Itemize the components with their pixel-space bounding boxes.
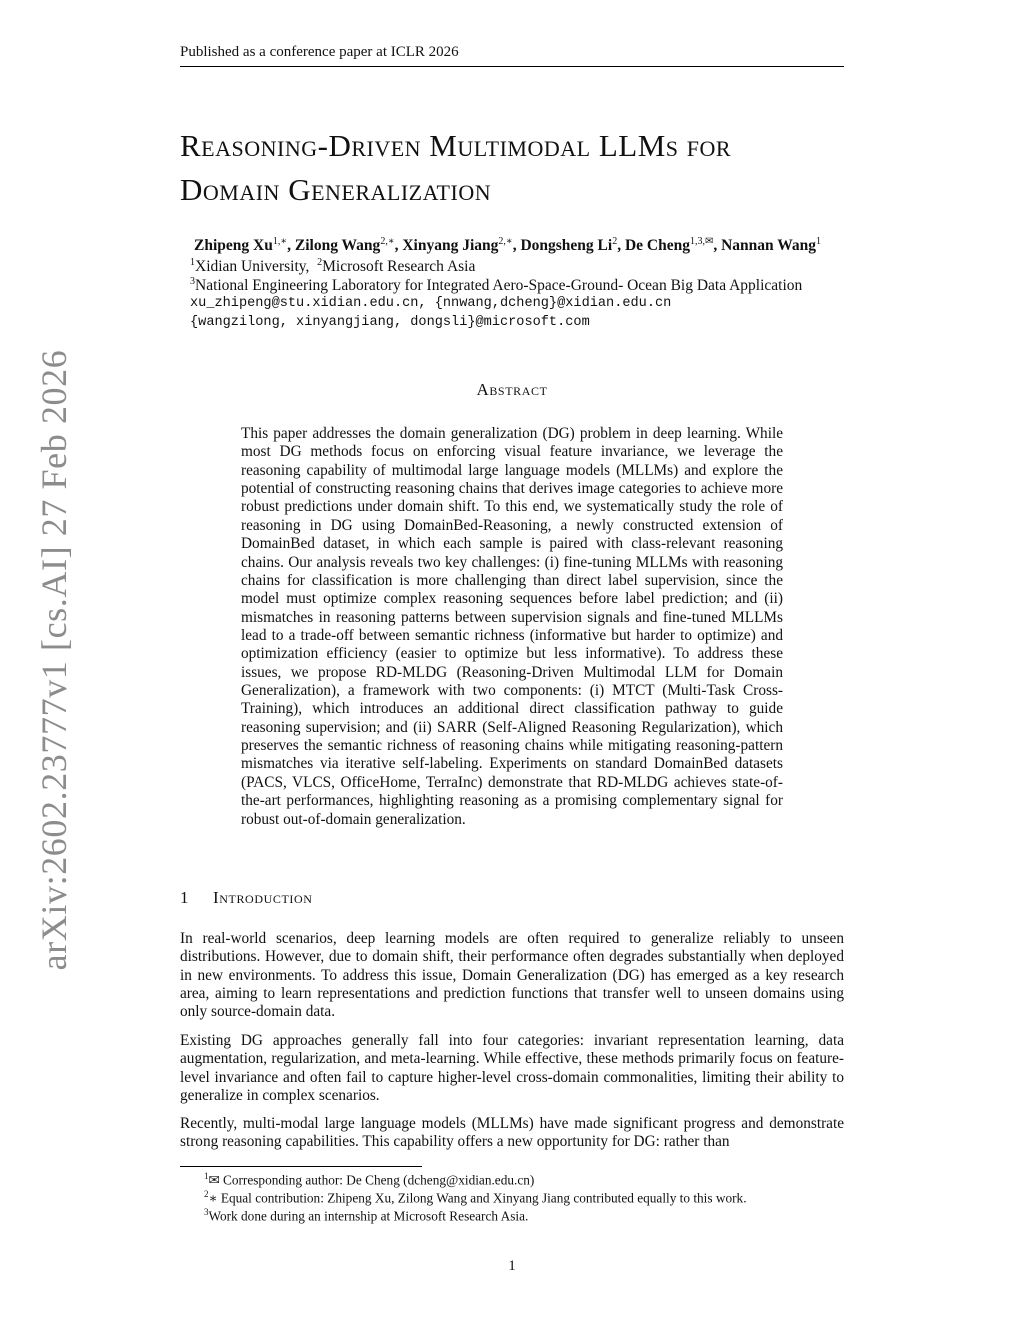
email-line-2: {wangzilong, xinyangjiang, dongsli}@microsoft.com [190,315,590,330]
section-title: Introduction [213,888,313,907]
author-mark: 2,∗ [498,236,513,247]
page-number: 1 [508,1258,516,1274]
abstract-heading: Abstract [476,380,548,399]
author-separator: , [394,237,403,255]
author-name: Zhipeng Xu [194,237,273,255]
footnote-mark: 2 [204,1189,209,1199]
author-separator: , [713,237,722,255]
intro-paragraph-1: In real-world scenarios, deep learning models are often required to generalize reliably to unseen distributions. However, due to domain shift, their performance often degrades substantially when deployed in new environments. To address this issue, Domain Generalization (DG) has emerged as a key research area, aiming to learn representations and prediction functions that transfer well to unseen domains using only source-domain data. [180,930,844,1021]
email-line-1: xu_zhipeng@stu.xidian.edu.cn, {nnwang,dcheng}@xidian.edu.cn [190,296,672,311]
affiliation-microsoft: Microsoft Research Asia [322,258,476,276]
author-name: Zilong Wang [294,237,381,255]
footnote-rule [180,1166,422,1167]
author-mark: 1,∗ [272,236,288,247]
author-separator: , [512,237,521,255]
footnote-mark: 3 [204,1207,209,1217]
author-name: De Cheng [624,237,690,255]
author-name: Dongsheng Li [520,237,613,255]
author-separator: , [287,237,295,255]
intro-paragraph-2: Existing DG approaches generally fall into four categories: invariant representation learning, data augmentation, regularization, and meta-learning. While effective, these methods primarily focus on feature-level invariance and often fail to capture higher-level cross-domain commonalities, limiting their ability to generalize in complex scenarios. [180,1032,844,1105]
section-number: 1 [180,888,190,907]
author-list [194,236,821,255]
affiliations-line-1 [190,257,475,276]
author-mark: 1,3,✉ [689,236,714,247]
author-name: Xinyang Jiang [402,237,499,255]
abstract-body: This paper addresses the domain generalization (DG) problem in deep learning. While most DG methods focus on enforcing visual feature invariance, we leverage the reasoning capability of multimodal large language models (MLLMs) and explore the potential of constructing reasoning chains that derives image categories to achieve more robust predictions under domain shift. To this end, we systematically study the role of reasoning in DG using DomainBed-Reasoning, a newly constructed extension of DomainBed dataset, in which each sample is paired with class-relevant reasoning chains. Our analysis reveals two key challenges: (i) fine-tuning MLLMs with reasoning chains for classification is more challenging than direct label supervision, since the model must optimize complex reasoning sequences before label prediction; and (ii) mismatches in reasoning patterns between supervision signals and fine-tuned MLLMs lead to a trade-off between semantic richness (informative but harder to optimize) and optimization efficiency (easier to optimize but less informative). To address these issues, we propose RD-MLDG (Reasoning-Driven Multimodal LLM for Domain Generalization), a framework with two components: (i) MTCT (Multi-Task Cross-Training), which introduces an additional direct classification pathway to guide reasoning supervision; and (ii) SARR (Self-Aligned Reasoning Regularization), which preserves the semantic richness of reasoning chains while mitigating reasoning-pattern mismatches via iterative self-labeling. Experiments on standard DomainBed datasets (PACS, VLCS, OfficeHome, TerraInc) demonstrate that RD-MLDG achieves state-of-the-art performances, highlighting reasoning as a promising complementary signal for robust out-of-domain generalization. [241,425,783,828]
footnote-1 [204,1171,534,1188]
paper-title-line-1: Reasoning-Driven Multimodal LLMs for [180,128,732,163]
footnote-3 [204,1207,528,1224]
arxiv-identifier: arXiv:2602.23777v1 [cs.AI] 27 Feb 2026 [34,349,74,971]
running-header: Published as a conference paper at ICLR 2026 [180,44,459,60]
footnote-text: Work done during an internship at Microsoft Research Asia. [208,1208,529,1224]
intro-paragraph-3: Recently, multi-modal large language models (MLLMs) have made significant progress and demonstrate strong reasoning capabilities. This capability offers a new opportunity for DG: rather than [180,1115,844,1151]
footnote-mark: 1 [204,1171,209,1181]
author-mark: 2 [612,236,618,247]
footnote-text: ✉ Corresponding author: De Cheng (dcheng@xidian.edu.cn) [208,1172,535,1188]
author-mark: 2,∗ [380,236,395,247]
affiliation-mark: 1 [190,257,195,268]
affiliation-xidian: Xidian University, [195,258,310,276]
author-name: Nannan Wang [721,237,817,255]
affiliations-line-2 [190,276,802,295]
author-separator: , [617,237,625,255]
paper-title-line-2: Domain Generalization [180,172,492,207]
header-rule [180,66,844,67]
section-heading-introduction [180,888,313,908]
footnote-text: ∗ Equal contribution: Zhipeng Xu, Zilong Wang and Xinyang Jiang contributed equally to this work. [208,1190,747,1206]
affiliation-mark: 3 [190,276,195,287]
affiliation-national-lab: National Engineering Laboratory for Integrated Aero-Space-Ground- Ocean Big Data Application [195,277,803,295]
affiliation-mark: 2 [317,257,323,268]
author-mark: 1 [816,236,822,247]
footnote-2 [204,1189,747,1206]
